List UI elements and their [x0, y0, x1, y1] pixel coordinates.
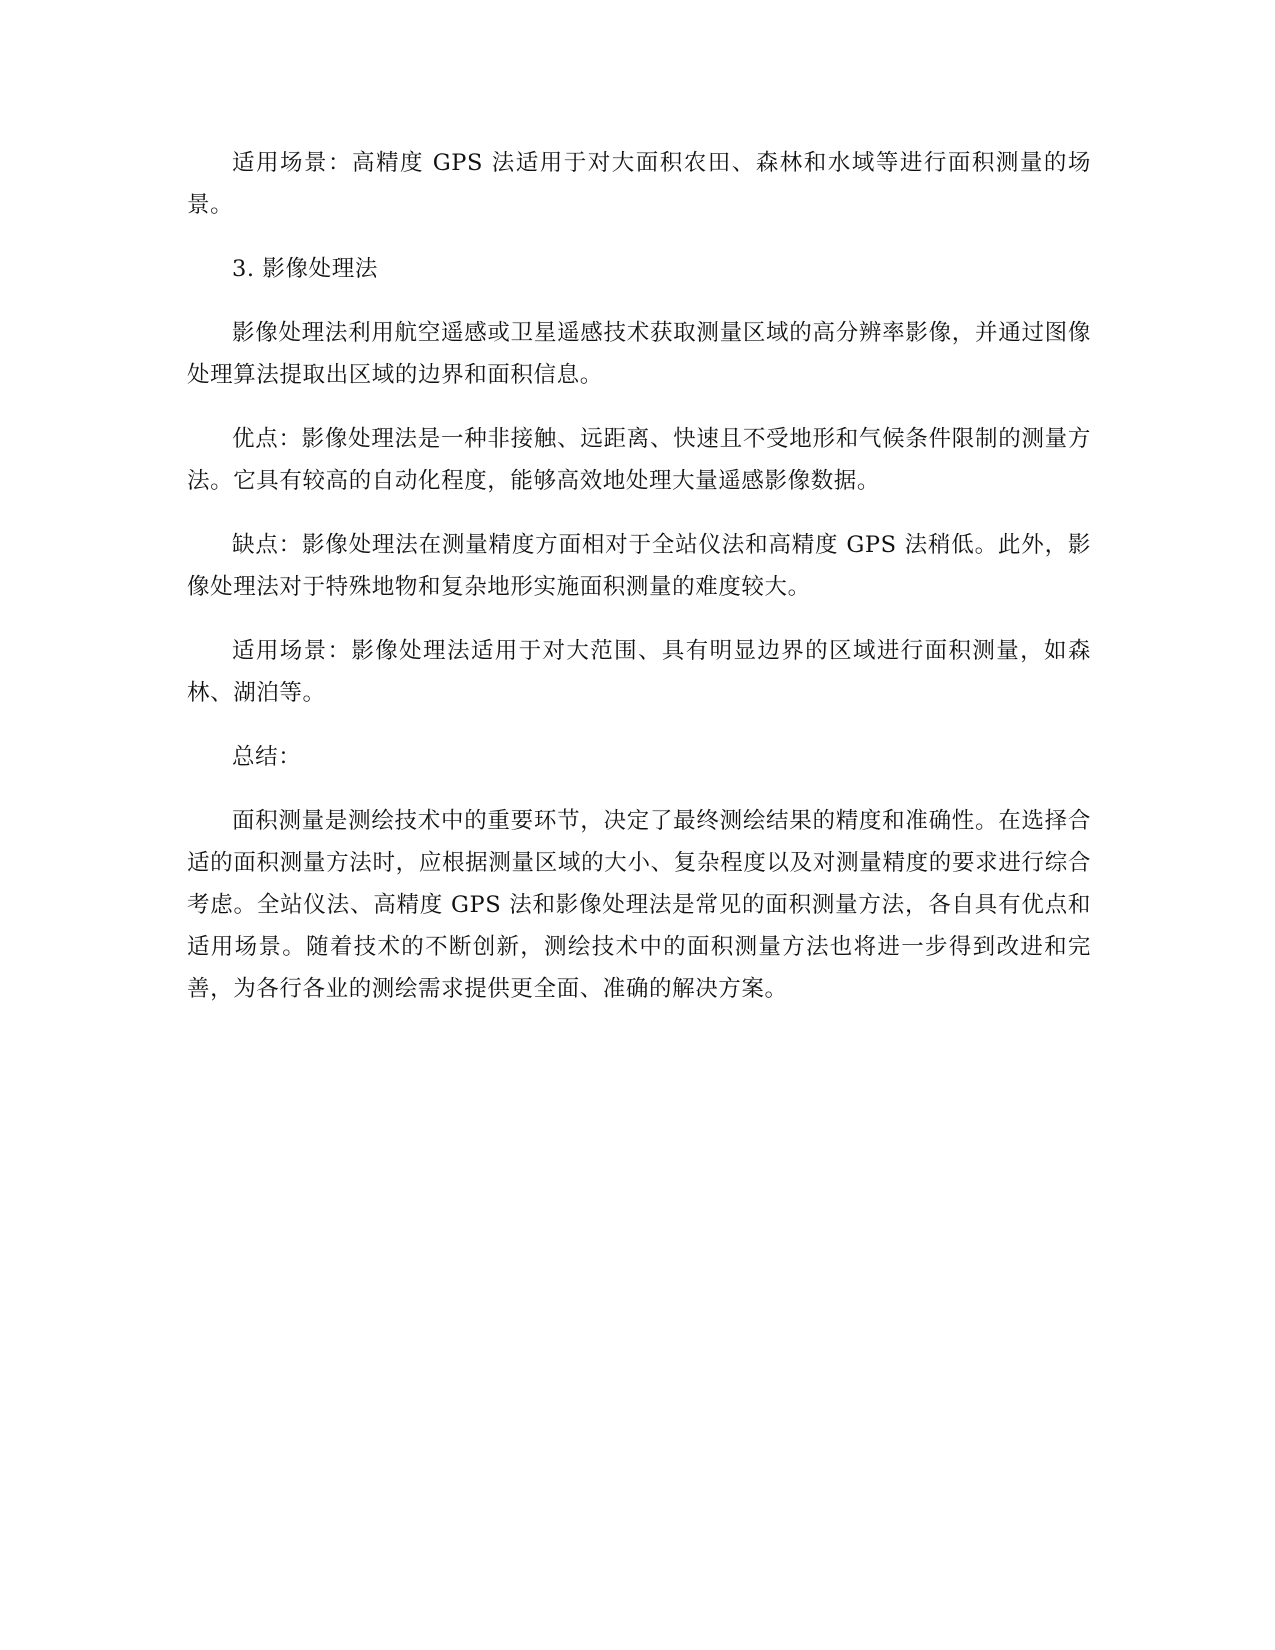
paragraph-image-processing-applicable-scenarios: 适用场景：影像处理法适用于对大范围、具有明显边界的区域进行面积测量，如森林、湖泊等。 [187, 638, 1091, 706]
paragraph-summary: 面积测量是测绘技术中的重要环节，决定了最终测绘结果的精度和准确性。在选择合适的面积测量方法时，应根据测量区域的大小、复杂程度以及对测量精度的要求进行综合考虑。全站仪法、高精度 GPS 法和影像处理法是常见的面积测量方法，各自具有优点和适用场景。随着技术的不断创新，测绘技术中的面积测量方法也将进一步得到改进和完善，为各行各业的测绘需求提供更全面、准确的解决方案。 [187, 808, 1091, 1002]
section-heading-image-processing: 3. 影像处理法 [232, 256, 378, 282]
paragraph-image-processing-disadvantages: 缺点：影像处理法在测量精度方面相对于全站仪法和高精度 GPS 法稍低。此外，影像处理法对于特殊地物和复杂地形实施面积测量的难度较大。 [187, 532, 1091, 600]
paragraph-gps-applicable-scenarios: 适用场景：高精度 GPS 法适用于对大面积农田、森林和水域等进行面积测量的场景。 [187, 150, 1091, 218]
paragraph-image-processing-advantages: 优点：影像处理法是一种非接触、远距离、快速且不受地形和气候条件限制的测量方法。它具有较高的自动化程度，能够高效地处理大量遥感影像数据。 [187, 426, 1091, 494]
summary-heading: 总结： [232, 744, 302, 770]
paragraph-image-processing-intro: 影像处理法利用航空遥感或卫星遥感技术获取测量区域的高分辨率影像，并通过图像处理算法提取出区域的边界和面积信息。 [187, 320, 1091, 388]
document-body [187, 142, 1091, 1032]
